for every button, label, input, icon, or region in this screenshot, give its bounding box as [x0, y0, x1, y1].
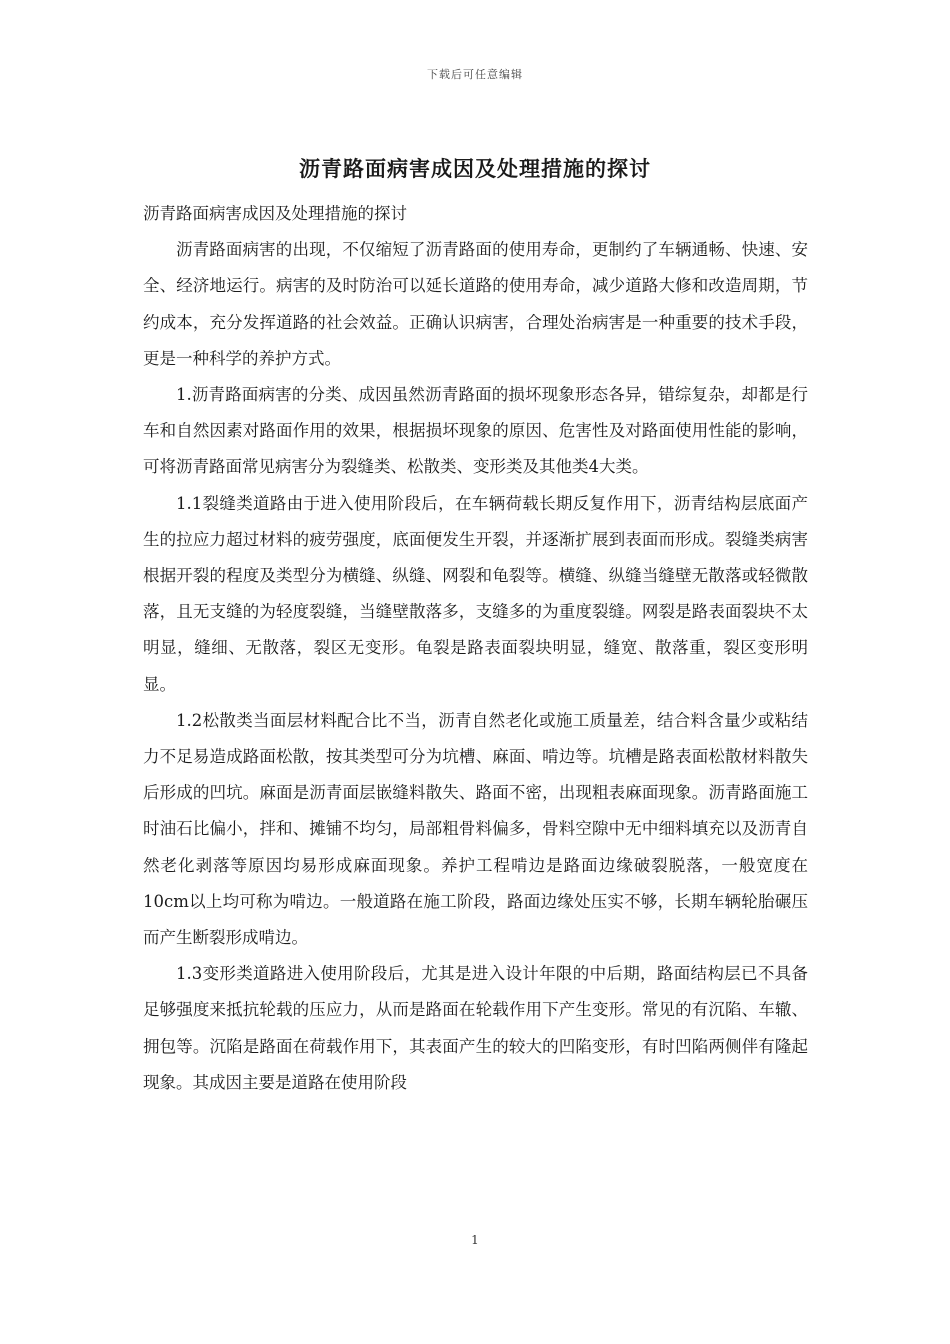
document-body	[143, 196, 808, 1101]
header-note: 下载后可任意编辑	[427, 68, 523, 81]
paragraph-intro: 沥青路面病害的出现，不仅缩短了沥青路面的使用寿命，更制约了车辆通畅、快速、安全、经济地运行。病害的及时防治可以延长道路的使用寿命，减少道路大修和改造周期，节约成本，充分发挥道路的社会效益。正确认识病害，合理处治病害是一种重要的技术手段，更是一种科学的养护方式。	[143, 240, 808, 368]
paragraph-section-1-3: 1.3变形类道路进入使用阶段后，尤其是进入设计年限的中后期，路面结构层已不具备足够强度来抵抗轮载的压应力，从而是路面在轮载作用下产生变形。常见的有沉陷、车辙、拥包等。沉陷是路面在荷载作用下，其表面产生的较大的凹陷变形，有时凹陷两侧伴有隆起现象。其成因主要是道路在使用阶段	[143, 964, 808, 1092]
paragraph-section-1-1: 1.1裂缝类道路由于进入使用阶段后，在车辆荷载长期反复作用下，沥青结构层底面产生的拉应力超过材料的疲劳强度，底面便发生开裂，并逐渐扩展到表面而形成。裂缝类病害根据开裂的程度及类型分为横缝、纵缝、网裂和龟裂等。横缝、纵缝当缝壁无散落或轻微散落，且无支缝的为轻度裂缝，当缝壁散落多，支缝多的为重度裂缝。网裂是路表面裂块不太明显，缝细、无散落，裂区无变形。龟裂是路表面裂块明显，缝宽、散落重，裂区变形明显。	[143, 493, 808, 694]
paragraph-section-1: 1.沥青路面病害的分类、成因虽然沥青路面的损坏现象形态各异，错综复杂，却都是行车和自然因素对路面作用的效果，根据损坏现象的原因、危害性及对路面使用性能的影响，可将沥青路面常见病害分为裂缝类、松散类、变形类及其他类4大类。	[143, 385, 808, 477]
document-title: 沥青路面病害成因及处理措施的探讨	[299, 156, 651, 181]
paragraph-section-1-2: 1.2松散类当面层材料配合比不当，沥青自然老化或施工质量差，结合料含量少或粘结力不足易造成路面松散，按其类型可分为坑槽、麻面、啃边等。坑槽是路表面松散材料散失后形成的凹坑。麻面是沥青面层嵌缝料散失、路面不密，出现粗表麻面现象。沥青路面施工时油石比偏小，拌和、摊铺不均匀，局部粗骨料偏多，骨料空隙中无中细料填充以及沥青自然老化剥落等原因均易形成麻面现象。养护工程啃边是路面边缘破裂脱落，一般宽度在10cm以上均可称为啃边。一般道路在施工阶段，路面边缘处压实不够，长期车辆轮胎碾压而产生断裂形成啃边。	[143, 710, 808, 948]
page-number: 1	[471, 1233, 479, 1247]
subtitle-line: 沥青路面病害成因及处理措施的探讨	[143, 204, 407, 223]
